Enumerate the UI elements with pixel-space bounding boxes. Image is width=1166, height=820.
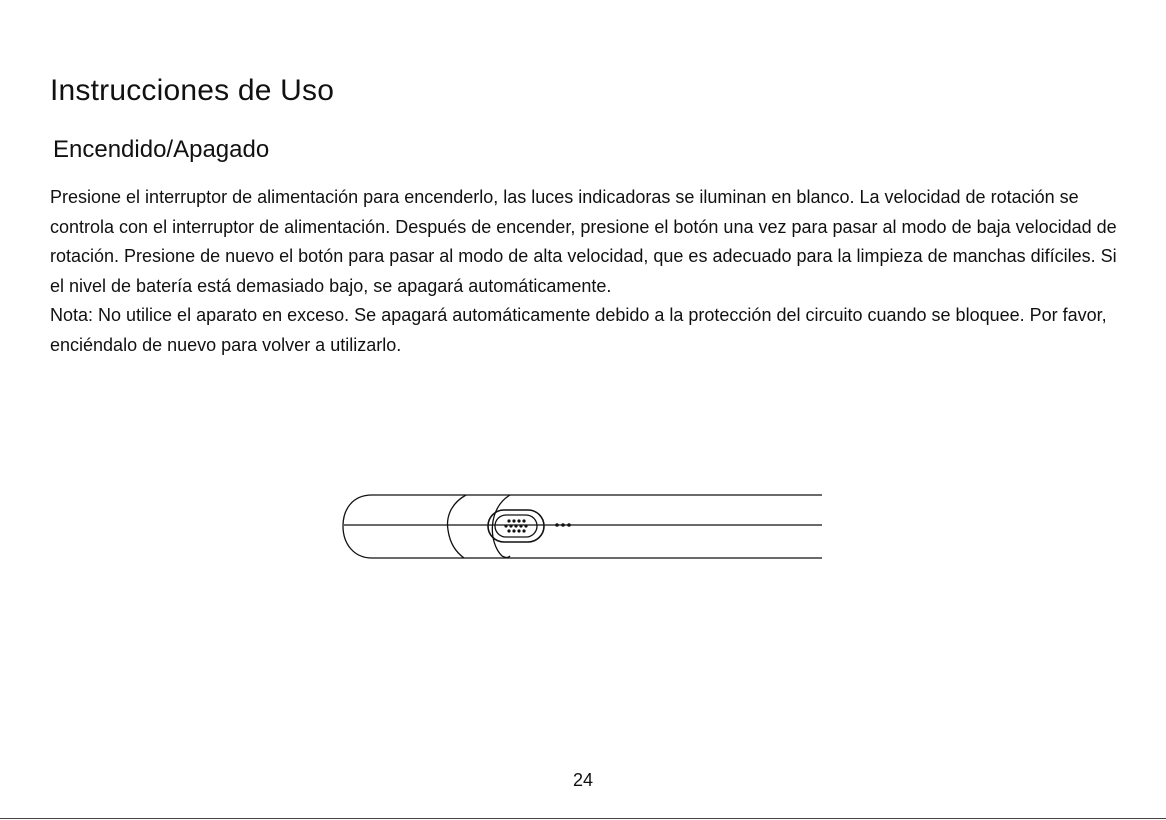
body-text [50,183,1125,360]
bottom-rule [0,818,1166,819]
device-power-button-icon [338,490,828,564]
device-body-outline [343,495,822,558]
button-dot [507,529,510,532]
section-title: Encendido/Apagado [53,136,270,163]
button-dot [517,529,520,532]
page-number: 24 [572,770,594,790]
page-title: Instrucciones de Uso [50,74,335,107]
note-paragraph: Nota: No utilice el aparato en exceso. Se apagará automáticamente debido a la protección del circuito cuando se bloquee. Por favor, enciéndalo de nuevo para volver a utilizarlo. [50,305,1107,355]
button-collar-bottom [502,556,510,558]
button-dot [514,524,517,527]
button-dot [517,519,520,522]
button-dot [504,524,507,527]
indicator-light [561,523,565,527]
button-dot [512,519,515,522]
button-dot [509,524,512,527]
instruction-paragraph: Presione el interruptor de alimentación para encenderlo, las luces indicadoras se iluminan en blanco. La velocidad de rotación se controla con el interruptor de alimentación. Después de encender, presione el botón una vez para pasar al modo de baja velocidad de rotación. Presione de nuevo el botón para pasar al modo de alta velocidad, que es adecuado para la limpieza de manchas difíciles. Si el nivel de batería está demasiado bajo, se apagará automáticamente. [50,187,1117,296]
button-dot [524,524,527,527]
button-dot [522,529,525,532]
button-dot [522,519,525,522]
button-dot [507,519,510,522]
indicator-light [567,523,571,527]
device-head-joint [448,495,466,558]
indicator-light [555,523,559,527]
button-dot [512,529,515,532]
button-dot [519,524,522,527]
